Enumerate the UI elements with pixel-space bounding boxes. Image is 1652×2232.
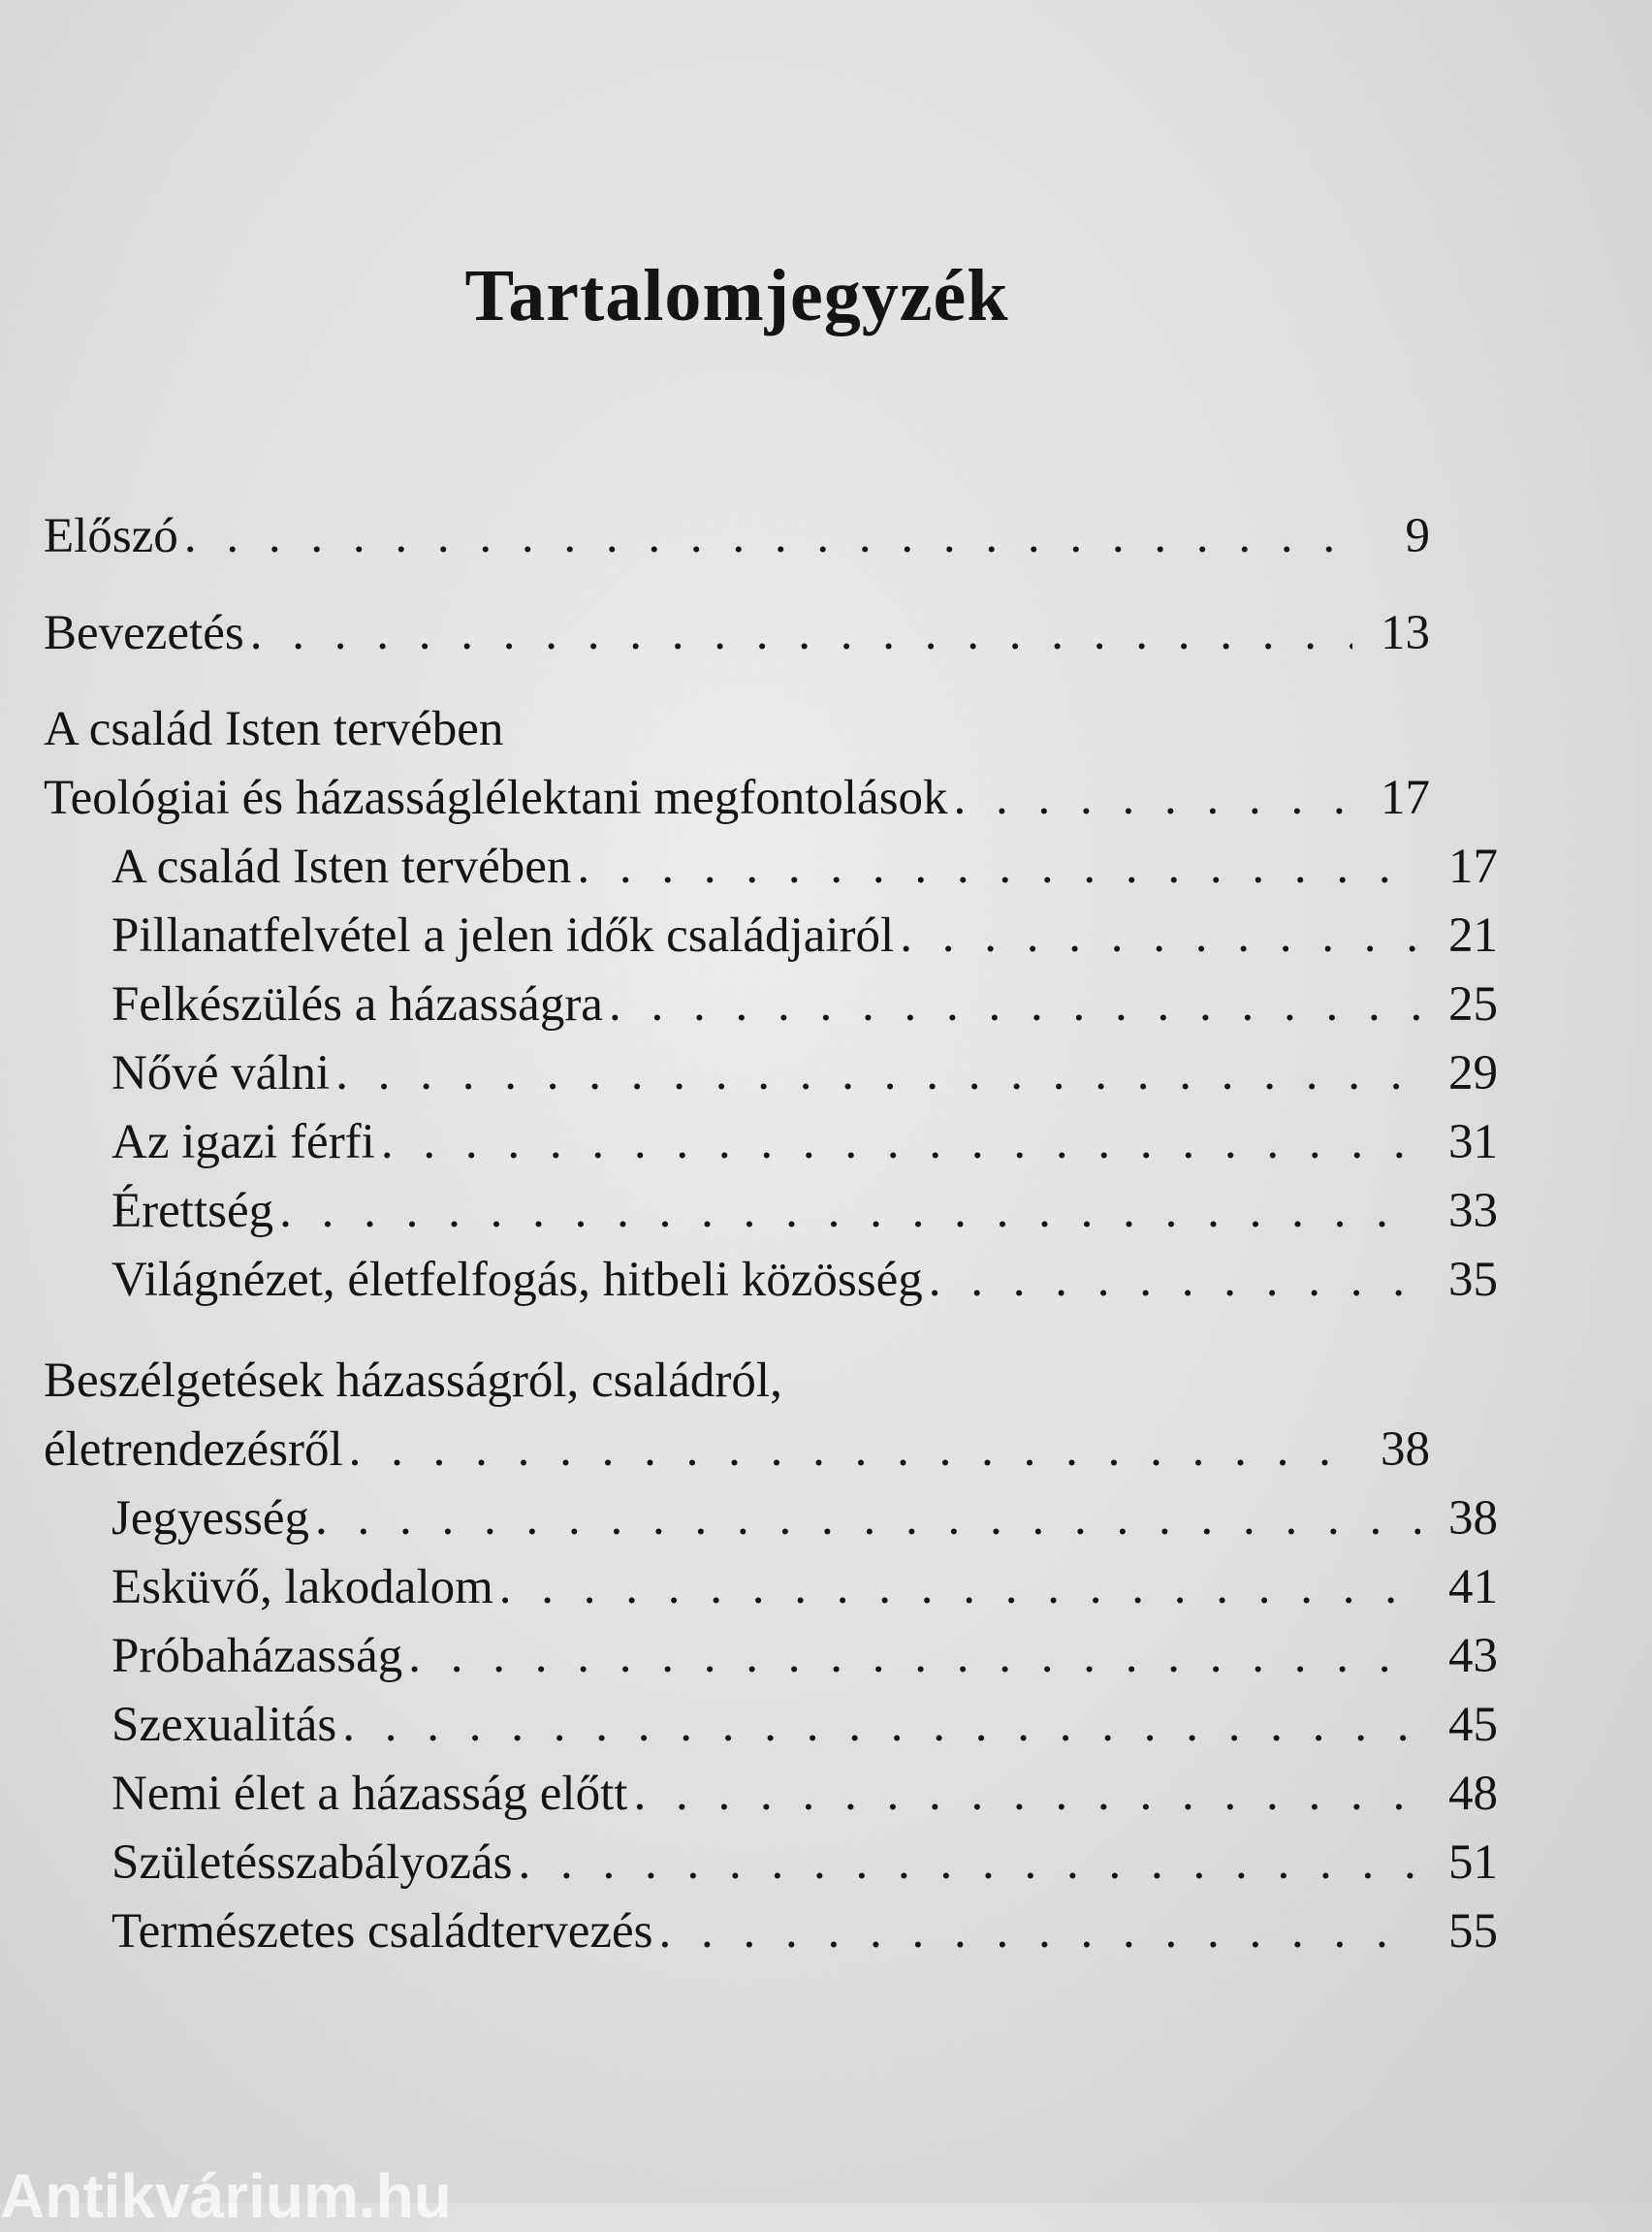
toc-subentry bbox=[44, 971, 1498, 1038]
dot-leader bbox=[273, 1177, 1420, 1245]
page-title: Tartalomjegyzék bbox=[464, 255, 1009, 336]
dot-leader bbox=[948, 764, 1352, 832]
toc-entry-page: 29 bbox=[1448, 1046, 1498, 1100]
toc-entry-label: Az igazi férfi bbox=[111, 1115, 375, 1169]
toc-subentry bbox=[44, 1484, 1498, 1552]
toc-subentry bbox=[44, 1177, 1498, 1245]
toc-subentry bbox=[44, 1622, 1498, 1690]
toc-entry-label: Nővé válni bbox=[111, 1046, 331, 1100]
toc-entry-label: A család Isten tervében bbox=[111, 840, 572, 894]
toc-entry-page: 35 bbox=[1448, 1253, 1498, 1307]
toc-entry-page: 31 bbox=[1448, 1115, 1498, 1169]
toc-subentry bbox=[44, 1829, 1498, 1897]
dot-leader bbox=[653, 1897, 1420, 1965]
toc-entry-page: 13 bbox=[1381, 606, 1430, 660]
dot-leader bbox=[244, 599, 1352, 667]
toc-entry-page: 43 bbox=[1448, 1629, 1498, 1683]
toc-entry bbox=[44, 764, 1430, 832]
toc-entry-label: Jegyesség bbox=[111, 1491, 309, 1546]
toc-entry-page: 38 bbox=[1381, 1422, 1430, 1477]
toc-subentry bbox=[44, 1760, 1498, 1828]
dot-leader bbox=[923, 1246, 1420, 1314]
toc-entry-label: Pillanatfelvétel a jelen idők családjairól bbox=[111, 909, 895, 963]
dot-leader bbox=[178, 502, 1352, 570]
toc-subentry bbox=[44, 1246, 1498, 1314]
toc-entry-label: Születésszabályozás bbox=[111, 1835, 513, 1890]
toc-section-heading bbox=[44, 695, 1430, 763]
toc-entry-page: 17 bbox=[1448, 840, 1498, 894]
toc-entry-label: Világnézet, életfelfogás, hitbeli közösség bbox=[111, 1253, 923, 1307]
dot-leader bbox=[330, 1039, 1420, 1107]
toc-entry-page: 41 bbox=[1448, 1560, 1498, 1614]
toc-entry-page: 51 bbox=[1448, 1835, 1498, 1890]
toc-entry-label: életrendezésről bbox=[44, 1422, 343, 1477]
dot-leader bbox=[571, 833, 1420, 901]
toc-subentry bbox=[44, 1108, 1498, 1176]
toc-section-label: A család Isten tervében bbox=[44, 702, 504, 756]
toc-section-heading bbox=[44, 1347, 1430, 1415]
toc-entry-page: 55 bbox=[1448, 1904, 1498, 1959]
toc-entry-page: 17 bbox=[1381, 771, 1430, 825]
toc-subentry bbox=[44, 902, 1498, 970]
toc-entry-page: 48 bbox=[1448, 1767, 1498, 1821]
toc-entry-label: Természetes családtervezés bbox=[111, 1904, 653, 1959]
dot-leader bbox=[402, 1622, 1420, 1690]
toc-subentry bbox=[44, 1039, 1498, 1107]
toc-entry-label: Teológiai és házasságlélektani megfontolások bbox=[44, 771, 948, 825]
toc-entry-label: Érettség bbox=[111, 1184, 274, 1238]
toc-entry-label: Nemi élet a házasság előtt bbox=[111, 1767, 628, 1821]
toc-subentry bbox=[44, 833, 1498, 901]
dot-leader bbox=[627, 1760, 1420, 1828]
watermark: Antikvárium.hu bbox=[0, 2161, 452, 2231]
toc-entry-page: 9 bbox=[1405, 509, 1430, 563]
dot-leader bbox=[603, 971, 1420, 1038]
toc-entry-label: Esküvő, lakodalom bbox=[111, 1560, 493, 1614]
toc-entry-page: 33 bbox=[1448, 1184, 1498, 1238]
toc-entry bbox=[44, 502, 1430, 570]
toc-subentry bbox=[44, 1553, 1498, 1621]
dot-leader bbox=[894, 902, 1420, 970]
dot-leader bbox=[343, 1416, 1352, 1483]
dot-leader bbox=[493, 1553, 1420, 1621]
toc-entry-label: Előszó bbox=[44, 509, 178, 563]
toc-entry-page: 21 bbox=[1448, 909, 1498, 963]
toc-entry-label: Felkészülés a házasságra bbox=[111, 977, 603, 1032]
toc-entry-page: 45 bbox=[1448, 1698, 1498, 1752]
toc-subentry bbox=[44, 1691, 1498, 1759]
dot-leader bbox=[336, 1691, 1420, 1759]
toc-entry-page: 38 bbox=[1448, 1491, 1498, 1546]
toc-entry-label: Próbaházasság bbox=[111, 1629, 403, 1683]
dot-leader bbox=[309, 1484, 1420, 1552]
toc-entry bbox=[44, 1416, 1430, 1483]
toc-entry bbox=[44, 599, 1430, 667]
toc-entry-label: Bevezetés bbox=[44, 606, 244, 660]
toc-subentry bbox=[44, 1897, 1498, 1965]
dot-leader bbox=[513, 1829, 1420, 1897]
toc-entry-page: 25 bbox=[1448, 977, 1498, 1032]
toc-section-label: Beszélgetések házasságról, családról, bbox=[44, 1354, 782, 1408]
toc-entry-label: Szexualitás bbox=[111, 1698, 337, 1752]
dot-leader bbox=[375, 1108, 1420, 1176]
